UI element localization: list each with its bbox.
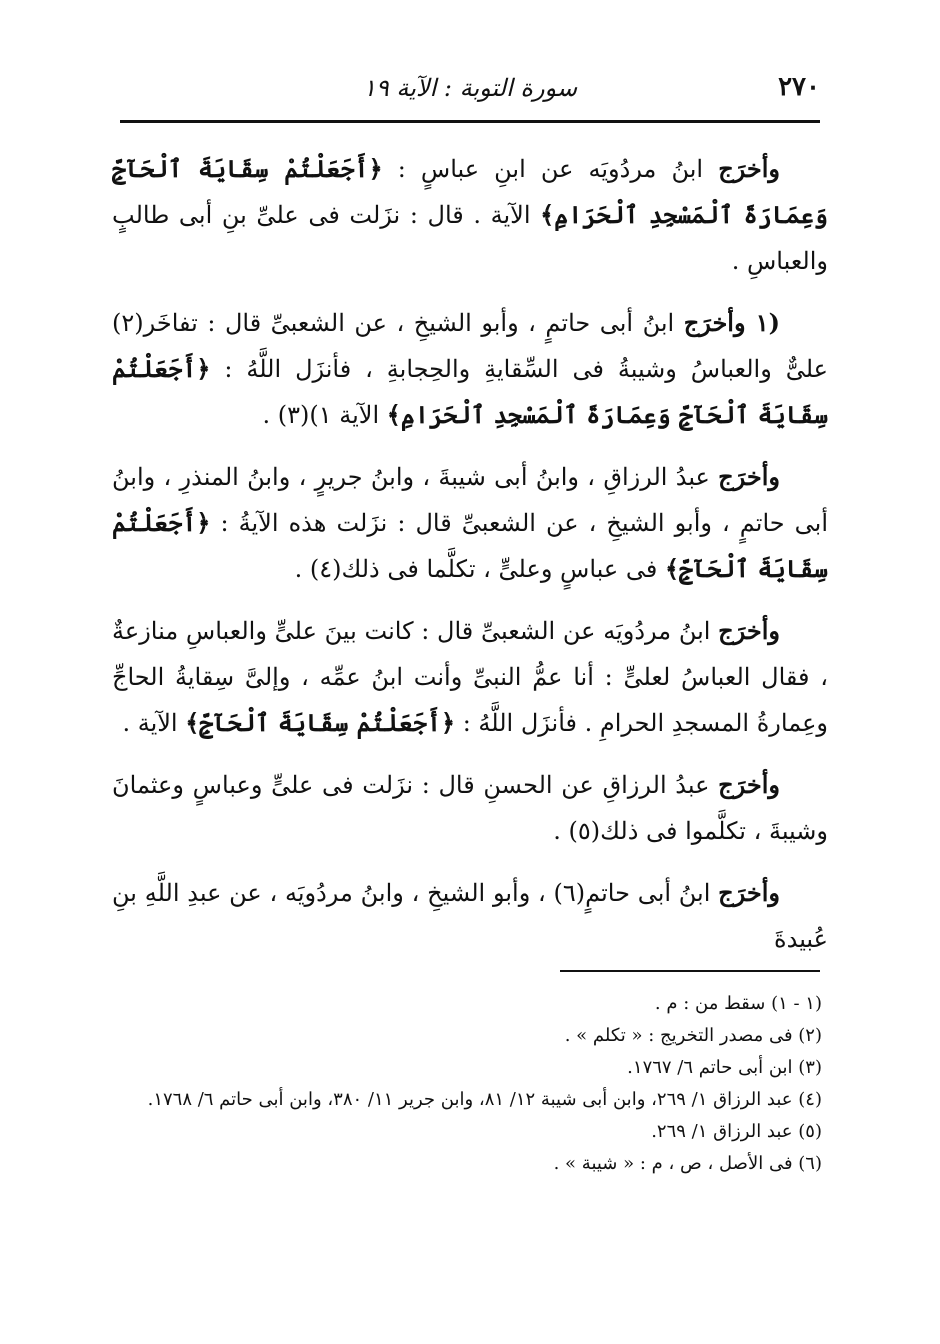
paragraph-text: عبدُ الرزاقِ ، وابنُ أبى شيبةَ ، وابنُ جريرٍ ، وابنُ المنذرِ ، وابنُ أبى حاتمٍ ، وأبو الشيخِ ، عن الشعبىِّ قال : نزَلت هذه الآيةُ :	[112, 463, 828, 537]
footnote: (٦) فى الأصل ، ص ، م : « شيبة » .	[553, 1153, 822, 1174]
header-rule	[120, 120, 820, 123]
paragraph-text: ابنُ مردُويَه عن ابنِ عباسٍ :	[382, 155, 719, 183]
footnote: (٣) ابن أبى حاتم ٦/ ١٧٦٧.	[627, 1057, 822, 1078]
paragraph-text: الآية ١)(٣) .	[262, 401, 387, 429]
paragraph-text: الآية . قال : نزَلت فى علىِّ بنِ أبى طالبٍ والعباسِ .	[112, 201, 828, 275]
paragraph	[112, 608, 828, 746]
quran-quote: ﴿أَجَعَلْتُمْ سِقَايَةَ ٱلْحَآجِّ وَعِمَارَةَ ٱلْمَسْجِدِ ٱلْحَرَامِ﴾	[112, 354, 828, 429]
paragraph	[112, 762, 828, 854]
footnote: (٢) فى مصدر التخريج : « تكلم » .	[564, 1025, 822, 1046]
paragraph-text: ابنُ مردُويَه عن الشعبىِّ قال : كانت بينَ علىٍّ والعباسِ منازعةٌ ، فقال العباسُ لعلىٍّ : أنا عمُّ النبىِّ وأنت ابنُ عمِّه ، وإلىَّ سِقايةُ الحاجِّ وعِمارةُ المسجدِ الحرامِ . فأنزَل اللَّهُ :	[112, 617, 828, 737]
running-title: سورة التوبة : الآية ١٩	[362, 74, 578, 102]
quran-quote: ﴿أَجَعَلْتُمْ سِقَايَةَ ٱلْحَآجِّ﴾	[112, 508, 828, 583]
paragraph-text: الآية .	[122, 709, 186, 737]
body-text	[112, 146, 828, 978]
paragraph	[112, 146, 828, 284]
paragraph	[112, 300, 828, 438]
page-number: ٢٧٠	[778, 72, 820, 102]
paragraph-text: فى عباسٍ وعلىٍّ ، تكلَّما فى ذلك(٤) .	[294, 555, 665, 583]
paragraph-text: (٢) علىٌّ والعباسُ وشيبةُ فى السِّقايةِ والحِجابةِ ، فأنزَل اللَّهُ :	[112, 309, 828, 383]
footnotes	[118, 988, 822, 1180]
paragraph-lead: وأخرَج	[718, 616, 780, 645]
paragraph	[112, 870, 828, 962]
footnote: (١ - ١) سقط من : م .	[654, 993, 822, 1014]
footnote: (٤) عبد الرزاق ١/ ٢٦٩، وابن أبى شيبة ١٢/ ٨١، وابن جرير ١١/ ٣٨٠، وابن أبى حاتم ٦/ ١٧٦٨.	[147, 1089, 822, 1110]
footnote-rule	[560, 970, 820, 972]
paragraph-lead: وأخرَج	[718, 878, 780, 907]
paragraph-lead: وأخرَج	[718, 154, 781, 183]
quran-quote: ﴿أَجَعَلْتُمْ سِقَايَةَ ٱلْحَآجِّ وَعِمَارَةَ ٱلْمَسْجِدِ ٱلْحَرَامِ﴾	[112, 154, 828, 229]
paragraph	[112, 454, 828, 592]
paragraph-text: ابنُ أبى حاتمٍ(٦) ، وأبو الشيخِ ، وابنُ مردُويَه ، عن عبدِ اللَّهِ بنِ عُبيدةَ	[112, 879, 828, 953]
page-header	[120, 72, 820, 112]
paragraph-lead: (١ وأخرَج	[683, 308, 781, 337]
paragraph-lead: وأخرَج	[718, 462, 780, 491]
paragraph-lead: وأخرَج	[718, 770, 780, 799]
paragraph-text: ابنُ أبى حاتمٍ ، وأبو الشيخِ ، عن الشعبىِّ قال : تفاخَر	[143, 309, 684, 337]
quran-quote: ﴿أَجَعَلْتُمْ سِقَايَةَ ٱلْحَآجِّ﴾	[185, 708, 456, 737]
footnote: (٥) عبد الرزاق ١/ ٢٦٩.	[651, 1121, 822, 1142]
paragraph-text: عبدُ الرزاقِ عن الحسنِ قال : نزَلت فى علىٍّ وعباسٍ وعثمانَ وشيبةَ ، تكلَّموا فى ذلك(٥) .	[112, 771, 828, 845]
